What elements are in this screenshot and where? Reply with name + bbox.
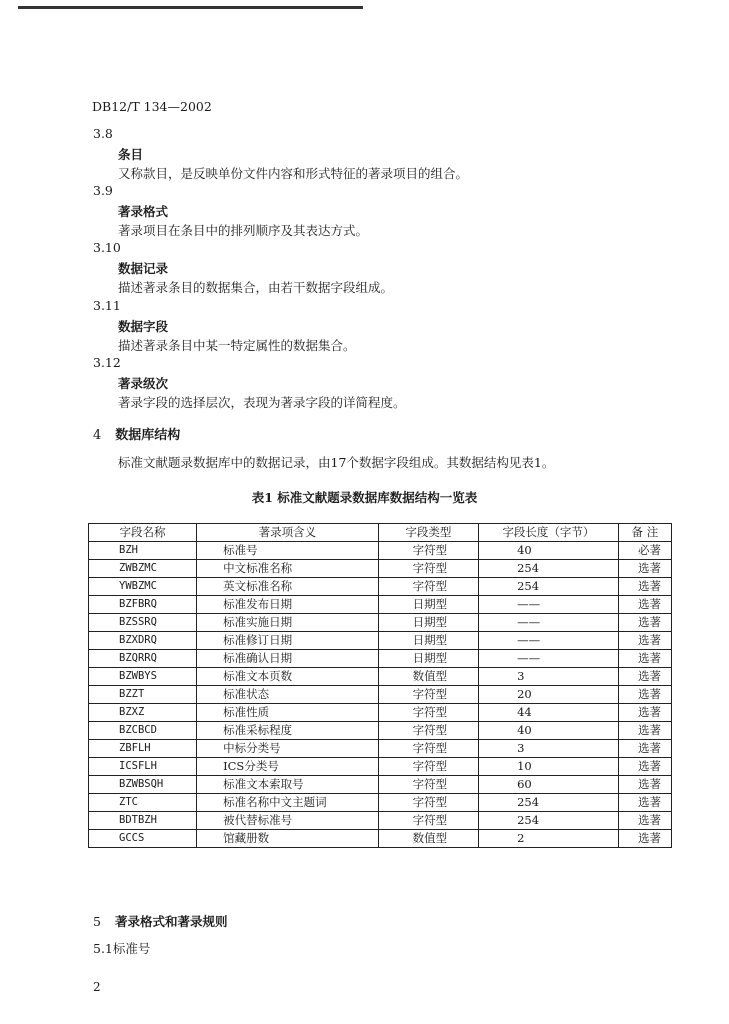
section-number: 3.10 (93, 240, 121, 255)
cell-remark: 选著 (618, 812, 671, 830)
cell-field-length: 40 (479, 542, 619, 560)
cell-field-length: —— (479, 614, 619, 632)
cell-field-type: 字符型 (378, 686, 478, 704)
table-row (89, 542, 672, 560)
cell-field-type: 日期型 (378, 596, 478, 614)
cell-field-type: 字符型 (378, 740, 478, 758)
cell-meaning: 标准状态 (197, 686, 379, 704)
cell-field-length: 254 (479, 812, 619, 830)
cell-meaning: 标准确认日期 (197, 650, 379, 668)
section-5-heading (93, 912, 227, 930)
page-number: 2 (93, 980, 101, 994)
section-number: 3.9 (93, 183, 113, 198)
header-remark: 备 注 (618, 524, 671, 542)
cell-field-type: 日期型 (378, 632, 478, 650)
term-definition: 著录字段的选择层次，表现为著录字段的详简程度。 (118, 395, 406, 410)
cell-meaning: 标准文本索取号 (197, 776, 379, 794)
table-row (89, 560, 672, 578)
cell-field-length: —— (479, 650, 619, 668)
cell-field-name: BZWBYS (89, 668, 197, 686)
cell-meaning: 标准性质 (197, 704, 379, 722)
cell-field-type: 字符型 (378, 812, 478, 830)
cell-remark: 选著 (618, 758, 671, 776)
cell-field-length: 254 (479, 560, 619, 578)
cell-field-type: 字符型 (378, 704, 478, 722)
cell-field-name: BZSSRQ (89, 614, 197, 632)
section-number: 3.11 (93, 298, 121, 313)
table-row (89, 812, 672, 830)
cell-field-name: GCCS (89, 830, 197, 848)
header-field-name: 字段名称 (89, 524, 197, 542)
cell-field-type: 字符型 (378, 776, 478, 794)
term-definition: 著录项目在条目中的排列顺序及其表达方式。 (118, 223, 369, 238)
cell-field-length: 44 (479, 704, 619, 722)
table-header-row (89, 524, 672, 542)
cell-field-name: ZTC (89, 794, 197, 812)
cell-field-length: 3 (479, 740, 619, 758)
cell-remark: 必著 (618, 542, 671, 560)
document-code: DB12/T 134—2002 (92, 99, 212, 114)
section-number: 3.8 (93, 126, 113, 141)
table-row (89, 686, 672, 704)
cell-meaning: 标准号 (197, 542, 379, 560)
cell-remark: 选著 (618, 722, 671, 740)
table-row (89, 578, 672, 596)
section-5-number: 5 (93, 914, 101, 929)
cell-meaning: 馆藏册数 (197, 830, 379, 848)
cell-field-type: 日期型 (378, 650, 478, 668)
cell-remark: 选著 (618, 650, 671, 668)
cell-meaning: 英文标准名称 (197, 578, 379, 596)
cell-field-name: BZWBSQH (89, 776, 197, 794)
section-4-paragraph: 标准文献题录数据库中的数据记录，由17个数据字段组成。其数据结构见表1。 (118, 455, 555, 470)
table-row (89, 632, 672, 650)
table-row (89, 776, 672, 794)
cell-field-name: BZQRRQ (89, 650, 197, 668)
cell-field-type: 字符型 (378, 560, 478, 578)
table-row (89, 614, 672, 632)
cell-remark: 选著 (618, 776, 671, 794)
section-4-number: 4 (93, 428, 102, 443)
cell-field-length: 254 (479, 794, 619, 812)
cell-remark: 选著 (618, 560, 671, 578)
table-row (89, 668, 672, 686)
cell-remark: 选著 (618, 596, 671, 614)
header-field-length: 字段长度（字节） (479, 524, 619, 542)
table-row (89, 704, 672, 722)
data-structure-table (88, 523, 672, 848)
cell-meaning: 标准发布日期 (197, 596, 379, 614)
cell-field-length: 3 (479, 668, 619, 686)
header-meaning: 著录项含义 (197, 524, 379, 542)
cell-field-name: BZXDRQ (89, 632, 197, 650)
cell-field-name: ICSFLH (89, 758, 197, 776)
cell-field-length: —— (479, 632, 619, 650)
section-number: 3.12 (93, 355, 121, 370)
term-title: 数据字段 (118, 319, 169, 334)
top-rule (18, 6, 363, 9)
cell-field-type: 字符型 (378, 722, 478, 740)
cell-meaning: 标准文本页数 (197, 668, 379, 686)
cell-remark: 选著 (618, 830, 671, 848)
cell-remark: 选著 (618, 704, 671, 722)
cell-meaning: 标准实施日期 (197, 614, 379, 632)
cell-remark: 选著 (618, 614, 671, 632)
cell-remark: 选著 (618, 632, 671, 650)
cell-field-name: BZZT (89, 686, 197, 704)
cell-remark: 选著 (618, 686, 671, 704)
header-field-type: 字段类型 (378, 524, 478, 542)
cell-field-length: —— (479, 596, 619, 614)
cell-field-name: BDTBZH (89, 812, 197, 830)
section-5-title: 著录格式和著录规则 (114, 914, 228, 929)
cell-field-length: 254 (479, 578, 619, 596)
cell-remark: 选著 (618, 578, 671, 596)
cell-field-length: 60 (479, 776, 619, 794)
cell-remark: 选著 (618, 794, 671, 812)
cell-meaning: 中标分类号 (197, 740, 379, 758)
cell-field-name: BZCBCD (89, 722, 197, 740)
cell-field-name: BZFBRQ (89, 596, 197, 614)
cell-field-type: 字符型 (378, 794, 478, 812)
cell-field-type: 字符型 (378, 542, 478, 560)
cell-field-name: ZWBZMC (89, 560, 197, 578)
cell-field-length: 10 (479, 758, 619, 776)
term-definition: 描述著录条目中某一特定属性的数据集合。 (118, 338, 356, 353)
cell-meaning: ICS分类号 (197, 758, 379, 776)
cell-meaning: 标准修订日期 (197, 632, 379, 650)
cell-field-name: ZBFLH (89, 740, 197, 758)
cell-field-type: 字符型 (378, 578, 478, 596)
cell-meaning: 中文标准名称 (197, 560, 379, 578)
table-row (89, 830, 672, 848)
cell-field-type: 日期型 (378, 614, 478, 632)
term-title: 数据记录 (118, 261, 169, 276)
section-4-title: 数据库结构 (115, 428, 181, 443)
cell-remark: 选著 (618, 740, 671, 758)
cell-field-length: 2 (479, 830, 619, 848)
cell-meaning: 标准名称中文主题词 (197, 794, 379, 812)
table-caption: 表1 标准文献题录数据库数据结构一览表 (251, 490, 478, 505)
table-row (89, 794, 672, 812)
cell-remark: 选著 (618, 668, 671, 686)
table-row (89, 650, 672, 668)
cell-field-name: BZH (89, 542, 197, 560)
section-4-heading (93, 424, 180, 443)
cell-field-name: BZXZ (89, 704, 197, 722)
cell-field-length: 20 (479, 686, 619, 704)
term-definition: 描述著录条目的数据集合，由若干数据字段组成。 (118, 280, 394, 295)
term-title: 条目 (118, 147, 144, 162)
table-row (89, 740, 672, 758)
table-row (89, 722, 672, 740)
section-5-1-heading: 5.1标准号 (93, 941, 151, 956)
cell-field-name: YWBZMC (89, 578, 197, 596)
cell-meaning: 被代替标准号 (197, 812, 379, 830)
cell-field-length: 40 (479, 722, 619, 740)
cell-field-type: 数值型 (378, 668, 478, 686)
cell-field-type: 字符型 (378, 758, 478, 776)
table-row (89, 758, 672, 776)
table-row (89, 596, 672, 614)
cell-meaning: 标准采标程度 (197, 722, 379, 740)
cell-field-type: 数值型 (378, 830, 478, 848)
term-title: 著录格式 (118, 204, 169, 219)
term-title: 著录级次 (118, 376, 169, 391)
term-definition: 又称款目，是反映单份文件内容和形式特征的著录项目的组合。 (118, 166, 469, 181)
